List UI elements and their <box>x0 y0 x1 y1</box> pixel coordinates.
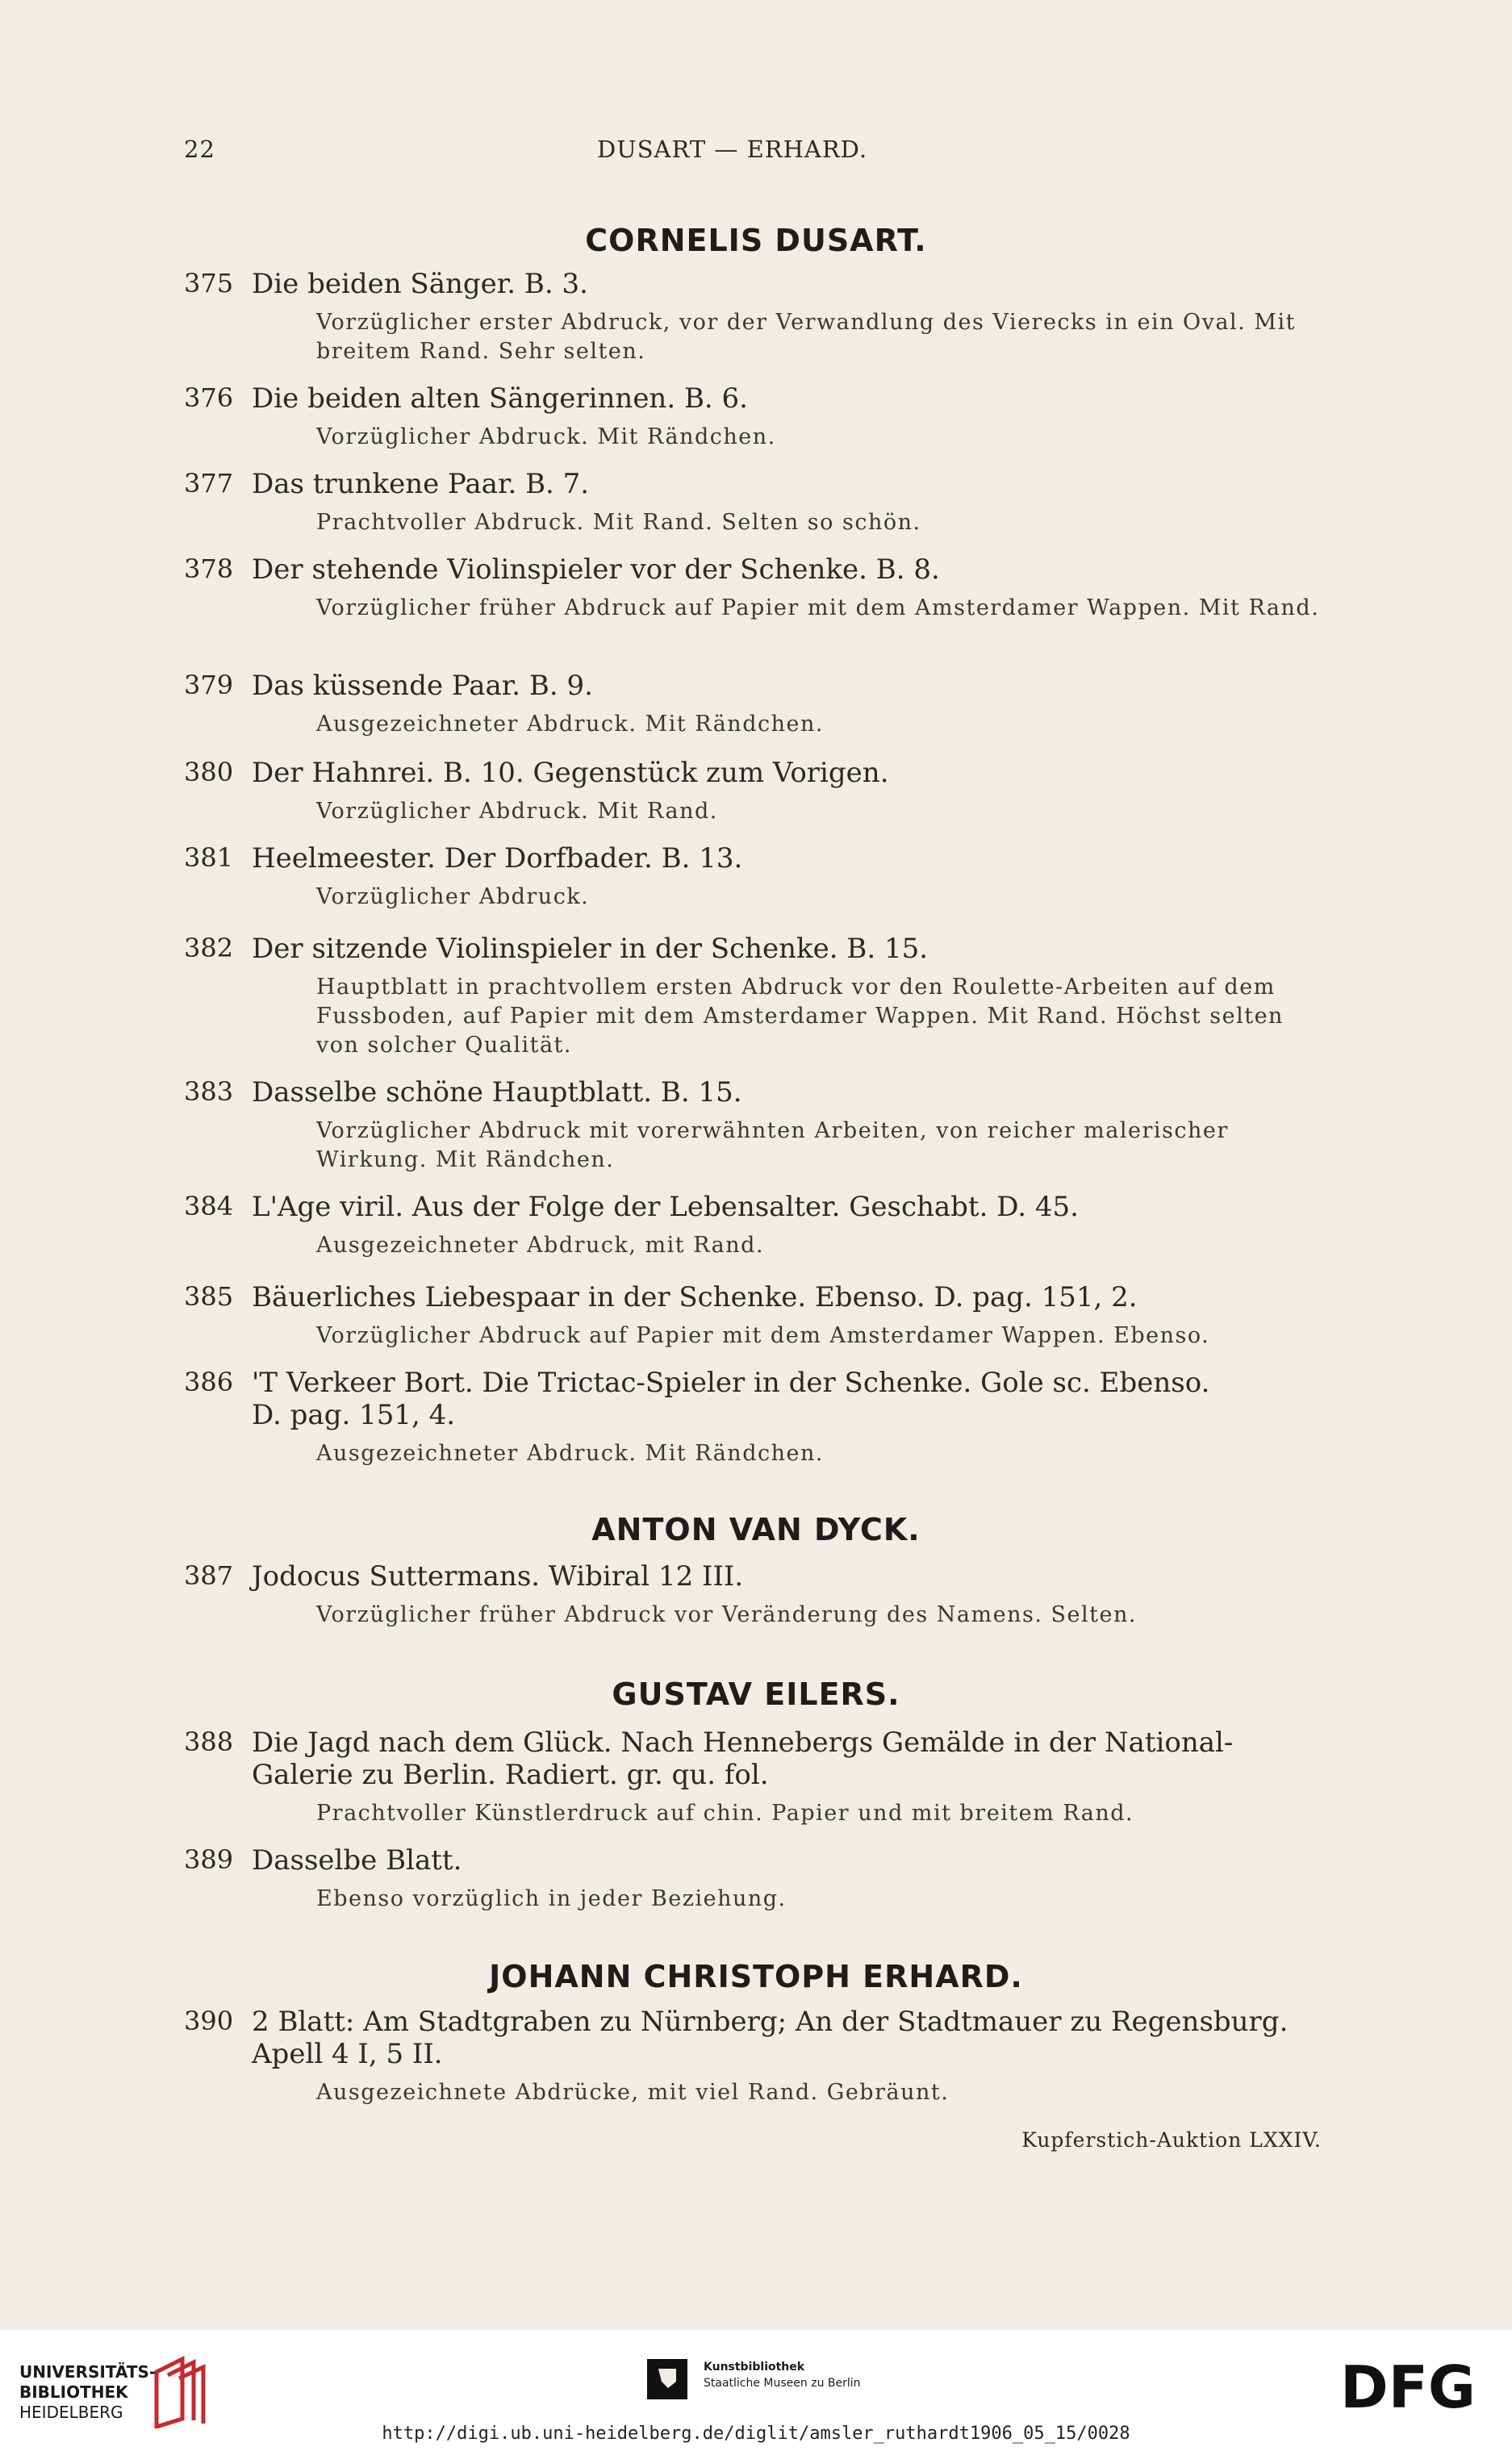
entry-title <box>252 2006 1322 2070</box>
university-line: UNIVERSITÄTS- <box>19 2362 157 2382</box>
catalog-entry <box>184 1560 1322 1630</box>
viewer-footer-bar <box>0 2330 1512 2451</box>
entry-description: Vorzüglicher früher Abdruck auf Papier mit dem Amsterdamer Wappen. Mit Rand. <box>316 595 1320 620</box>
catalog-entry <box>184 553 1322 623</box>
entry-title: Heelmeester. Der Dorfbader. B. 13. <box>252 842 743 875</box>
entry-number: 384 <box>184 1191 234 1221</box>
entry-number: 381 <box>184 842 234 873</box>
eagle-emblem-icon <box>645 2357 694 2406</box>
entry-description: Ebenso vorzüglich in jeder Beziehung. <box>316 1886 787 1911</box>
entry-number: 382 <box>184 933 234 963</box>
entry-description: Vorzüglicher erster Abdruck, vor der Verwandlung des Vierecks in ein Oval. Mit breitem Rand. Sehr selten. <box>316 310 1296 364</box>
catalog-entry <box>184 1076 1322 1175</box>
entry-title <box>252 1367 1322 1431</box>
catalog-entry <box>184 842 1322 912</box>
entry-title: Das trunkene Paar. B. 7. <box>252 468 590 500</box>
entry-number: 388 <box>184 1727 234 1757</box>
entry-title: Dasselbe schöne Hauptblatt. B. 15. <box>252 1076 742 1109</box>
entry-description: Vorzüglicher Abdruck. <box>316 884 590 909</box>
catalog-entry <box>184 1281 1322 1351</box>
university-library-logo[interactable] <box>19 2354 213 2435</box>
entry-title: Der sitzende Violinspieler in der Schenke. B. 15. <box>252 933 929 965</box>
entry-title-line: Die Jagd nach dem Glück. Nach Hennebergs Gemälde in der National- <box>252 1727 1234 1759</box>
entry-number: 390 <box>184 2006 234 2036</box>
catalog-entry <box>184 670 1322 739</box>
entry-title: Der Hahnrei. B. 10. Gegenstück zum Vorigen. <box>252 757 889 789</box>
entry-number: 386 <box>184 1367 234 1397</box>
entry-description: Prachtvoller Künstlerdruck auf chin. Papier und mit breitem Rand. <box>316 1801 1134 1826</box>
entry-title: L'Age viril. Aus der Folge der Lebensalter. Geschabt. D. 45. <box>252 1191 1079 1223</box>
entry-description: Vorzüglicher Abdruck mit vorerwähnten Arbeiten, von reicher malerischer Wirkung. Mit Rändchen. <box>316 1118 1229 1172</box>
catalog-entry <box>184 1727 1322 1828</box>
catalog-entry <box>184 757 1322 826</box>
running-title: DUSART — ERHARD. <box>597 136 868 163</box>
entry-description: Ausgezeichneter Abdruck, mit Rand. <box>316 1233 765 1258</box>
entry-description: Prachtvoller Abdruck. Mit Rand. Selten so schön. <box>316 510 921 535</box>
entry-title-line: D. pag. 151, 4. <box>252 1399 456 1431</box>
entry-number: 389 <box>184 1844 234 1875</box>
catalog-entry <box>184 1844 1322 1914</box>
entry-description: Vorzüglicher Abdruck. Mit Rändchen. <box>316 424 776 449</box>
entry-title: Das küssende Paar. B. 9. <box>252 670 593 702</box>
entry-number: 379 <box>184 670 234 700</box>
entry-number: 380 <box>184 757 234 787</box>
entry-title <box>252 1727 1322 1791</box>
catalog-entry <box>184 933 1322 1060</box>
entry-title: Der stehende Violinspieler vor der Schenke. B. 8. <box>252 553 940 586</box>
kunstbibliothek-name <box>704 2359 861 2391</box>
section-heading-eilers: GUSTAV EILERS. <box>612 1676 900 1712</box>
museum-line: Kunstbibliothek <box>704 2361 805 2374</box>
catalog-entry <box>184 382 1322 452</box>
entry-number: 378 <box>184 553 234 584</box>
entry-title: Die beiden alten Sängerinnen. B. 6. <box>252 382 748 415</box>
section-heading-erhard: JOHANN CHRISTOPH ERHARD. <box>489 1959 1023 1994</box>
catalog-entry <box>184 468 1322 537</box>
university-library-name <box>19 2362 156 2423</box>
entry-title-line: 'T Verkeer Bort. Die Trictac-Spieler in der Schenke. Gole sc. Ebenso. <box>252 1367 1210 1399</box>
university-line: BIBLIOTHEK <box>19 2382 128 2402</box>
entry-title-line: Apell 4 I, 5 II. <box>252 2038 443 2070</box>
catalog-entry <box>184 268 1322 366</box>
entry-description: Ausgezeichneter Abdruck. Mit Rändchen. <box>316 712 824 737</box>
catalog-entry <box>184 1191 1322 1260</box>
entry-description: Vorzüglicher früher Abdruck vor Veränderung des Namens. Selten. <box>316 1602 1137 1627</box>
entry-description: Ausgezeichnete Abdrücke, mit viel Rand. Gebräunt. <box>316 2080 950 2105</box>
entry-number: 375 <box>184 268 234 299</box>
entry-title: Jodocus Suttermans. Wibiral 12 III. <box>252 1560 744 1593</box>
entry-description: Vorzüglicher Abdruck auf Papier mit dem Amsterdamer Wappen. Ebenso. <box>316 1323 1210 1348</box>
dfg-logo[interactable] <box>1331 2361 1485 2412</box>
entry-number: 387 <box>184 1560 234 1591</box>
entry-number: 377 <box>184 468 234 499</box>
entry-number: 383 <box>184 1076 234 1107</box>
entry-title: Die beiden Sänger. B. 3. <box>252 268 588 300</box>
catalog-entry <box>184 2006 1322 2107</box>
museum-line: Staatliche Museen zu Berlin <box>704 2377 861 2390</box>
catalog-entry <box>184 1367 1322 1468</box>
svg-text:DFG: DFG <box>1339 2361 1476 2412</box>
entry-title-line: Galerie zu Berlin. Radiert. gr. qu. fol. <box>252 1759 769 1791</box>
section-heading-dusart: CORNELIS DUSART. <box>585 223 927 258</box>
kunstbibliothek-logo[interactable] <box>645 2357 904 2414</box>
entry-description: Ausgezeichneter Abdruck. Mit Rändchen. <box>316 1441 824 1466</box>
entry-title-line: 2 Blatt: Am Stadtgraben zu Nürnberg; An der Stadtmauer zu Regensburg. <box>252 2006 1289 2038</box>
page-number: 22 <box>184 136 215 163</box>
entry-title: Dasselbe Blatt. <box>252 1844 462 1877</box>
page-url[interactable]: http://digi.ub.uni-heidelberg.de/diglit/amsler_ruthardt1906_05_15/0028 <box>382 2424 1130 2444</box>
entry-number: 385 <box>184 1281 234 1312</box>
university-line: HEIDELBERG <box>19 2403 123 2422</box>
library-emblem-icon <box>150 2356 208 2428</box>
entry-description: Hauptblatt in prachtvollem ersten Abdruck vor den Roulette-Arbeiten auf dem Fussboden, auf Papier mit dem Amsterdamer Wappen. Mit Rand. Höchst selten von solcher Qualität. <box>316 975 1284 1058</box>
entry-title: Bäuerliches Liebespaar in der Schenke. Ebenso. D. pag. 151, 2. <box>252 1281 1138 1313</box>
auction-footer: Kupferstich-Auktion LXXIV. <box>1021 2128 1322 2152</box>
section-heading-van-dyck: ANTON VAN DYCK. <box>591 1512 921 1547</box>
entry-description: Vorzüglicher Abdruck. Mit Rand. <box>316 799 718 824</box>
running-head <box>184 136 1354 171</box>
entry-number: 376 <box>184 382 234 413</box>
